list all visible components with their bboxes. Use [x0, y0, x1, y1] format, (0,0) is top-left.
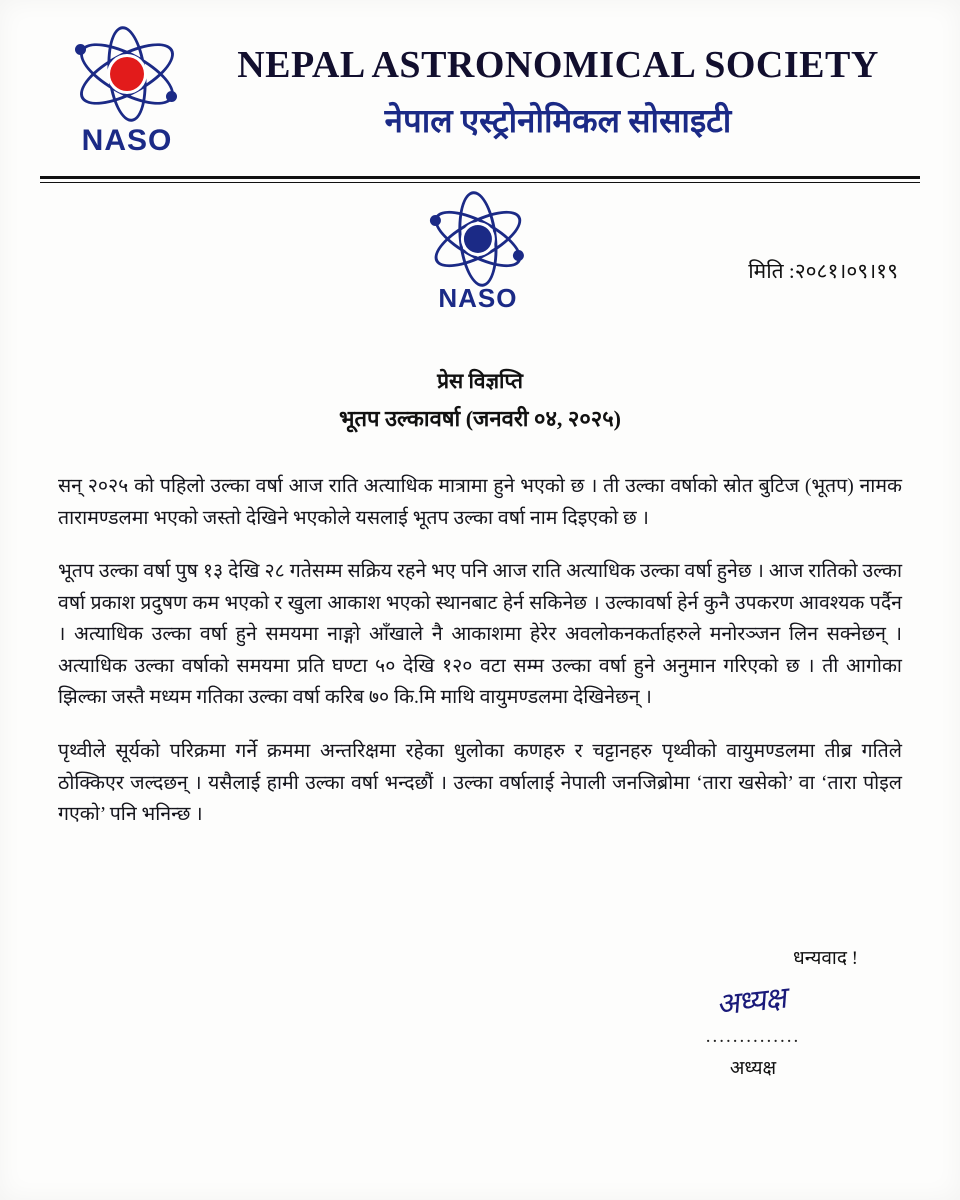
body-text [58, 471, 902, 831]
paragraph: सन् २०२५ को पहिलो उल्का वर्षा आज राति अत्याधिक मात्रामा हुने भएको छ । ती उल्का वर्षाको स्रोत बुटिज (भूतप) नामक तारामण्डलमा भएको जस्तो देखिने भएकोले यसलाई भूतप उल्का वर्षा नाम दिइएको छ । [58, 476, 902, 529]
atom-icon-center [426, 197, 530, 281]
letterhead [0, 0, 960, 164]
center-naso-logo [426, 197, 530, 314]
org-title-block [202, 43, 908, 142]
signature-block [638, 944, 868, 1080]
paragraph: भूतप उल्का वर्षा पुष १३ देखि २८ गतेसम्म सक्रिय रहने भए पनि आज राति अत्याधिक उल्का वर्षा हुनेछ । आज रातिको उल्का वर्षा प्रकाश प्रदुषण कम भएको र खुला आकाश भएको स्थानबाट हेर्न सकिनेछ । उल्कावर्षा हेर्न कुनै उपकरण आवश्यक पर्दैन । अत्याधिक उल्का वर्षा हुने समयमा नाङ्गो आँखाले नै आकाशमा हेरेर अवलोकनकर्ताहरुले मनोरञ्जन लिन सक्नेछन् । अत्याधिक उल्का वर्षाको समयमा प्रति घण्टा ५० देखि १२० वटा सम्म उल्का वर्षा हुने अनुमान गरिएको छ । ती आगोका झिल्का जस्तै मध्यम गतिका उल्का वर्षा करिब ७० कि.मि माथि वायुमण्डलमा देखिनेछन् । [58, 561, 902, 709]
signatory-role: अध्यक्ष [729, 1058, 777, 1079]
logo-wordmark: NASO [81, 124, 173, 157]
center-logo-row [0, 197, 960, 337]
subject-block [0, 367, 960, 433]
signature-dotted-line: .............. [705, 1026, 801, 1047]
org-name-english: NEPAL ASTRONOMICAL SOCIETY [237, 43, 879, 86]
press-release-label: प्रेस विज्ञप्ति [437, 369, 523, 393]
page-title: भूतप उल्कावर्षा (जनवरी ०४, २०२५) [339, 406, 621, 431]
atom-icon [71, 26, 183, 122]
thanks-label: धन्यवाद ! [793, 948, 858, 969]
naso-logo [52, 26, 202, 158]
date-label: मिति :२०८१।०९।१९ [748, 259, 898, 283]
header-rule-thin [40, 182, 920, 183]
handwritten-signature: अध्यक्ष [717, 981, 789, 1022]
header-rule-thick [40, 176, 920, 179]
paragraph: पृथ्वीले सूर्यको परिक्रमा गर्ने क्रममा अन्तरिक्षमा रहेका धुलोका कणहरु र चट्टानहरु पृथ्वीको वायुमण्डलमा तीब्र गतिले ठोक्किएर जल्दछन् । यसैलाई हामी उल्का वर्षा भन्दछौं । उल्का वर्षालाई नेपाली जनजिब्रोमा ‘तारा खसेको’ वा ‘तारा पोइल गएको’ पनि भनिन्छ । [58, 741, 902, 826]
center-logo-wordmark: NASO [438, 283, 518, 313]
org-name-nepali: नेपाल एस्ट्रोनोमिकल सोसाइटी [384, 103, 732, 140]
